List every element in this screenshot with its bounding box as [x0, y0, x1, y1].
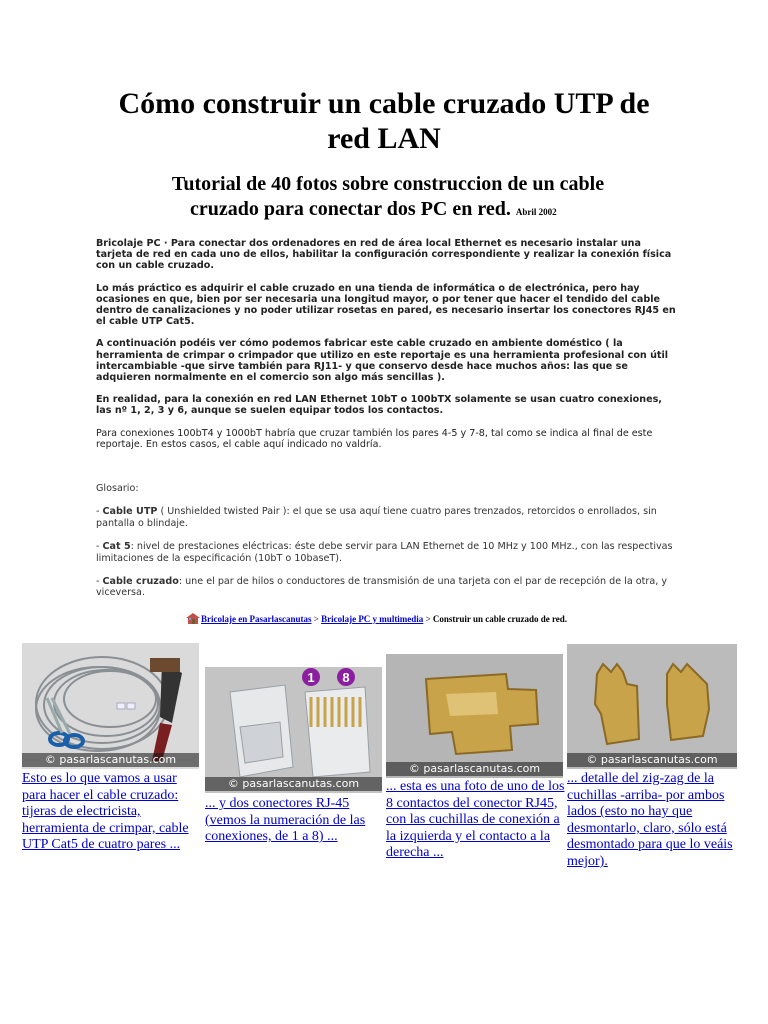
photo-tools[interactable]: [22, 643, 199, 769]
glossary: [96, 483, 676, 611]
photo-caption[interactable]: ... esta es una foto de uno de los 8 contactos del conector RJ45, con las cuchillas de conexión a la izquierda y el contacto a la derecha ...: [386, 779, 565, 861]
house-icon: [186, 613, 200, 624]
watermark: © pasarlascanutas.com: [386, 762, 563, 776]
glossary-entry: - Cable UTP ( Unshielded twisted Pair ): el que se usa aquí tiene cuatro pares trenzados, retorcidos o enrollados, sin pantalla o blindaje.: [96, 506, 657, 529]
breadcrumb-current: Construir un cable cruzado de red.: [432, 614, 568, 624]
intro-text: [96, 238, 676, 461]
intro-paragraph: Bricolaje PC · Para conectar dos ordenadores en red de área local Ethernet es necesario instalar una tarjeta de red en cada uno de ellos, habilitar la configuración correspondiente y realizar la conexión física con un cable cruzado.: [96, 238, 672, 272]
glossary-definition: : nivel de prestaciones eléctricas: éste debe servir para LAN Ethernet de 10 MHz y 100 MHz., con las respectivas limitaciones de la especificación (10bT o 10baseT).: [96, 541, 673, 564]
page-subtitle: [118, 172, 658, 225]
tools-image: [22, 643, 199, 769]
breadcrumb-separator: >: [423, 614, 433, 624]
page-title: Cómo construir un cable cruzado UTP de red LAN: [118, 87, 650, 155]
photo-caption[interactable]: ... detalle del zig-zag de la cuchillas -arriba- por ambos lados (esto no hay que desmontarlo, claro, sólo está desmontado para que lo veáis mejor).: [567, 771, 733, 869]
glossary-heading: Glosario:: [96, 483, 139, 494]
glossary-term: Cat 5: [102, 541, 131, 553]
watermark: © pasarlascanutas.com: [567, 753, 737, 767]
publish-date: Abril 2002: [515, 207, 557, 217]
glossary-term: Cable cruzado: [102, 576, 179, 588]
photo-caption[interactable]: Esto es lo que vamos a usar para hacer el cable cruzado: tijeras de electricista, herramienta de crimpar, cable UTP Cat5 de cuatro pares ...: [22, 771, 189, 853]
subtitle-line-2: cruzado para conectar dos PC en red.: [190, 198, 511, 220]
glossary-definition: : une el par de hilos o conductores de transmisión de una tarjeta con el par de recepción de la otra, y viceversa.: [96, 576, 668, 599]
photo-contact[interactable]: [386, 654, 563, 778]
pin-number-8: 8: [342, 670, 350, 685]
watermark: © pasarlascanutas.com: [205, 777, 382, 791]
intro-paragraph: Lo más práctico es adquirir el cable cruzado en una tienda de informática o de electrónica, pero hay ocasiones en que, bien por ser necesaria una longitud mayor, o por tener que hacer el tendido del cable dentro de canalizaciones y no poder utilizar rosetas en pared, es necesario insertar los conectores RJ45 en el cable UTP Cat5.: [96, 282, 676, 328]
photo-connectors[interactable]: [205, 667, 382, 793]
glossary-definition: ( Unshielded twisted Pair ): el que se usa aquí tiene cuatro pares trenzados, retorcidos o enrollados, sin pantalla o blindaje.: [96, 506, 657, 529]
intro-paragraph: A continuación podéis ver cómo podemos fabricar este cable cruzado en ambiente doméstico ( la herramienta de crimpar o crimpador que utilizo en este reportaje es una herramienta profesional con útil intercambiable -que sirve también para RJ11- y que conservo desde hace muchos años: las que se adquieren normalmente en el comercio son algo más sencillas ).: [96, 338, 669, 384]
photo-caption[interactable]: ... y dos conectores RJ-45 (vemos la numeración de las conexiones, de 1 a 8) ...: [205, 796, 366, 845]
zigzag-image: [567, 644, 737, 769]
glossary-entry: - Cable cruzado: une el par de hilos o conductores de transmisión de una tarjeta con el par de recepción de la otra, y viceversa.: [96, 576, 668, 599]
glossary-entry: - Cat 5: nivel de prestaciones eléctricas: éste debe servir para LAN Ethernet de 10 MHz y 100 MHz., con las respectivas limitaciones de la especificación (10bT o 10baseT).: [96, 541, 673, 564]
pin-number-1: 1: [307, 670, 315, 685]
glossary-term: Cable UTP: [102, 506, 158, 518]
intro-paragraph: Para conexiones 100bT4 y 1000bT habría que cruzar también los pares 4-5 y 7-8, tal como se indica al final de este reportaje. En estos casos, el cable aquí indicado no valdría.: [96, 427, 653, 450]
contact-image: [386, 654, 563, 778]
intro-paragraph: En realidad, para la conexión en red LAN Ethernet 10bT o 100bTX solamente se usan cuatro conexiones, las nº 1, 2, 3 y 6, aunque se suelen equipar todos los contactos.: [96, 394, 662, 417]
breadcrumb-link-home[interactable]: Bricolaje en Pasarlascanutas: [201, 614, 312, 624]
breadcrumb-link-section[interactable]: Bricolaje PC y multimedia: [321, 614, 424, 624]
breadcrumb-separator: >: [311, 614, 322, 624]
breadcrumb: [186, 613, 616, 624]
subtitle-line-1: Tutorial de 40 fotos sobre construccion de un cable: [171, 173, 605, 195]
connectors-image: [205, 667, 382, 793]
photo-zigzag[interactable]: [567, 644, 737, 769]
watermark: © pasarlascanutas.com: [22, 753, 199, 767]
